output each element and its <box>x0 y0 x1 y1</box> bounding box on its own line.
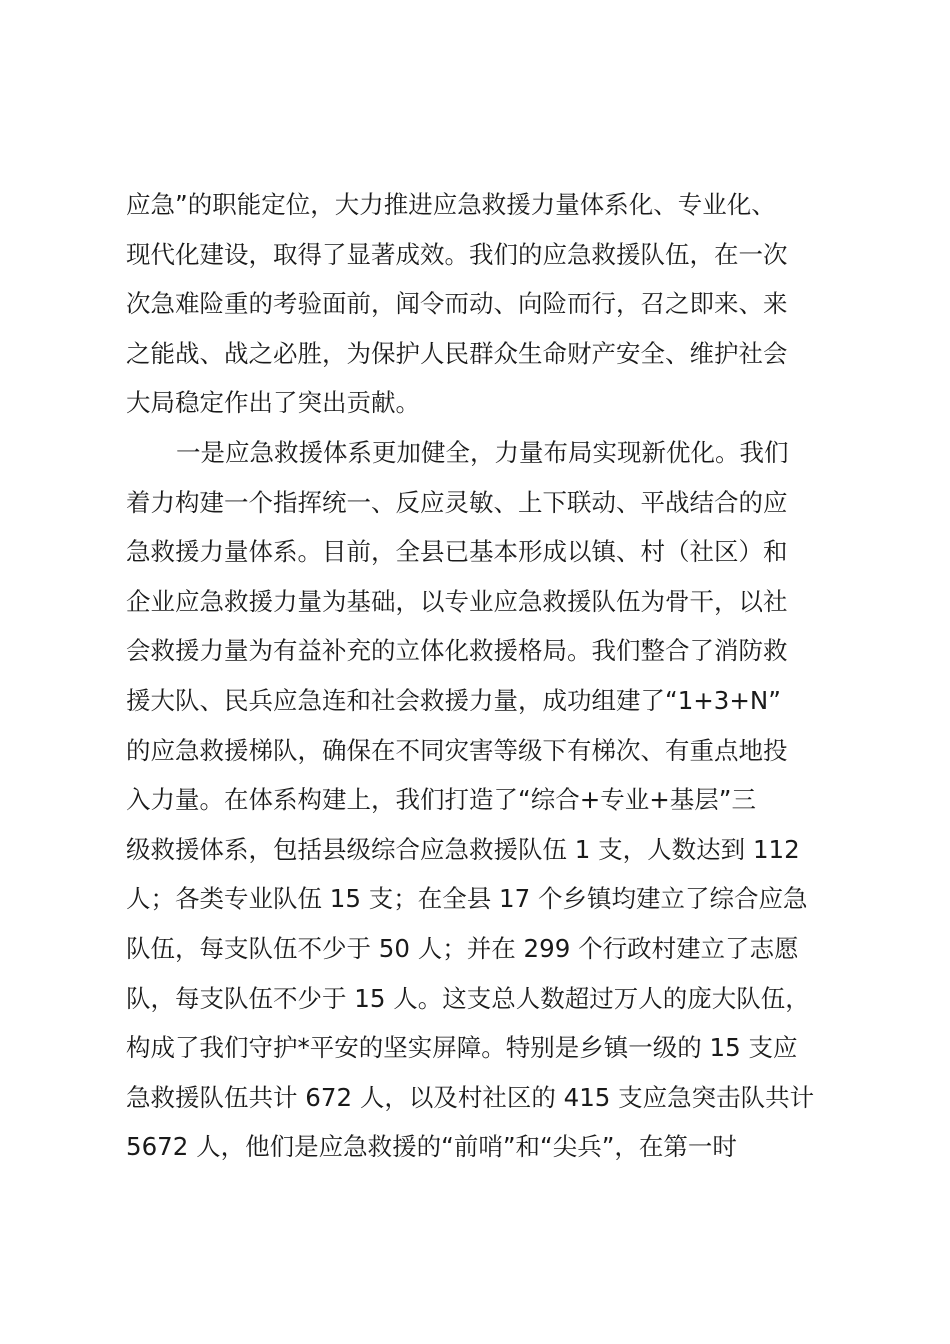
text-line: 5672 人，他们是应急救援的“前哨”和“尖兵”，在第一时 <box>126 1132 737 1162</box>
text-line: 队，每支队伍不少于 15 人。这支总人数超过万人的庞大队伍， <box>126 983 810 1013</box>
text-line: 级救援体系，包括县级综合应急救援队伍 1 支，人数达到 112 <box>126 834 800 864</box>
text-line: 援大队、民兵应急连和社会救援力量，成功组建了“1+3+N” <box>126 685 781 715</box>
text-line: 会救援力量为有益补充的立体化救援格局。我们整合了消防救 <box>126 636 788 666</box>
paragraph-first-line: 一是应急救援体系更加健全，力量布局实现新优化。我们 <box>176 437 789 467</box>
text-line: 急救援队伍共计 672 人，以及村社区的 415 支应急突击队共计 <box>126 1082 815 1112</box>
text-line: 次急难险重的考验面前，闻令而动、向险而行，召之即来、来 <box>126 289 788 319</box>
text-line: 构成了我们守护*平安的坚实屏障。特别是乡镇一级的 15 支应 <box>126 1033 798 1063</box>
text-line: 急救援力量体系。目前，全县已基本形成以镇、村（社区）和 <box>126 537 788 567</box>
document-body <box>126 180 846 1172</box>
text-line: 之能战、战之必胜，为保护人民群众生命财产安全、维护社会 <box>126 338 788 368</box>
text-line: 入力量。在体系构建上，我们打造了“综合+专业+基层”三 <box>126 785 756 815</box>
text-line: 队伍，每支队伍不少于 50 人；并在 299 个行政村建立了志愿 <box>126 933 799 963</box>
text-line: 着力构建一个指挥统一、反应灵敏、上下联动、平战结合的应 <box>126 487 788 517</box>
text-line: 企业应急救援力量为基础，以专业应急救援队伍为骨干，以社 <box>126 586 788 616</box>
text-line: 大局稳定作出了突出贡献。 <box>126 388 420 418</box>
text-line: 的应急救援梯队，确保在不同灾害等级下有梯次、有重点地投 <box>126 735 788 765</box>
text-line: 现代化建设，取得了显著成效。我们的应急救援队伍，在一次 <box>126 239 788 269</box>
text-line: 应急”的职能定位，大力推进应急救援力量体系化、专业化、 <box>126 190 776 219</box>
text-line: 人；各类专业队伍 15 支；在全县 17 个乡镇均建立了综合应急 <box>126 884 808 914</box>
